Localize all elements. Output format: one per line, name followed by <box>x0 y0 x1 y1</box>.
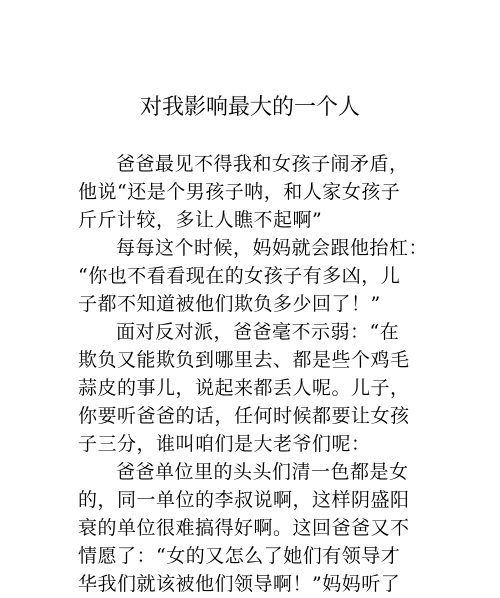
text-line: 他说“还是个男孩子呐，和人家女孩子 <box>78 181 401 203</box>
text-line: 你要听爸爸的话，任何时候都要让女孩 <box>78 405 410 427</box>
text-line: 爸爸最见不得我和女孩子闹矛盾， <box>116 153 409 175</box>
text-line: 面对反对派，爸爸毫不示弱：“在 <box>116 321 400 343</box>
text-line: “你也不看看现在的女孩子有多凶，儿 <box>78 265 401 287</box>
text-line: 爸爸单位里的头头们清一色都是女 <box>116 461 409 483</box>
text-line: 华我们就该被他们领导啊！”妈妈听了 <box>78 573 401 595</box>
text-line: 蒜皮的事儿，说起来都丢人呢。儿子， <box>78 377 410 399</box>
document-title: 对我影响最大的一个人 <box>139 95 360 120</box>
text-line: 的，同一单位的李叔说啊，这样阴盛阳 <box>78 489 410 511</box>
text-line: 子三分，谁叫咱们是大老爷们呢： <box>78 433 371 455</box>
text-line: 斤斤计较，多让人瞧不起啊” <box>78 209 323 231</box>
text-line: 每每这个时候，妈妈就会跟他抬杠： <box>116 237 429 259</box>
text-line: 欺负又能欺负到哪里去、都是些个鸡毛 <box>78 349 410 371</box>
text-line: 子都不知道被他们欺负多少回了！” <box>78 293 381 315</box>
document-body <box>78 150 428 598</box>
text-line: 情愿了：“女的又怎么了她们有领导才 <box>78 545 401 567</box>
text-line: 衰的单位很难搞得好啊。这回爸爸又不 <box>78 517 410 539</box>
